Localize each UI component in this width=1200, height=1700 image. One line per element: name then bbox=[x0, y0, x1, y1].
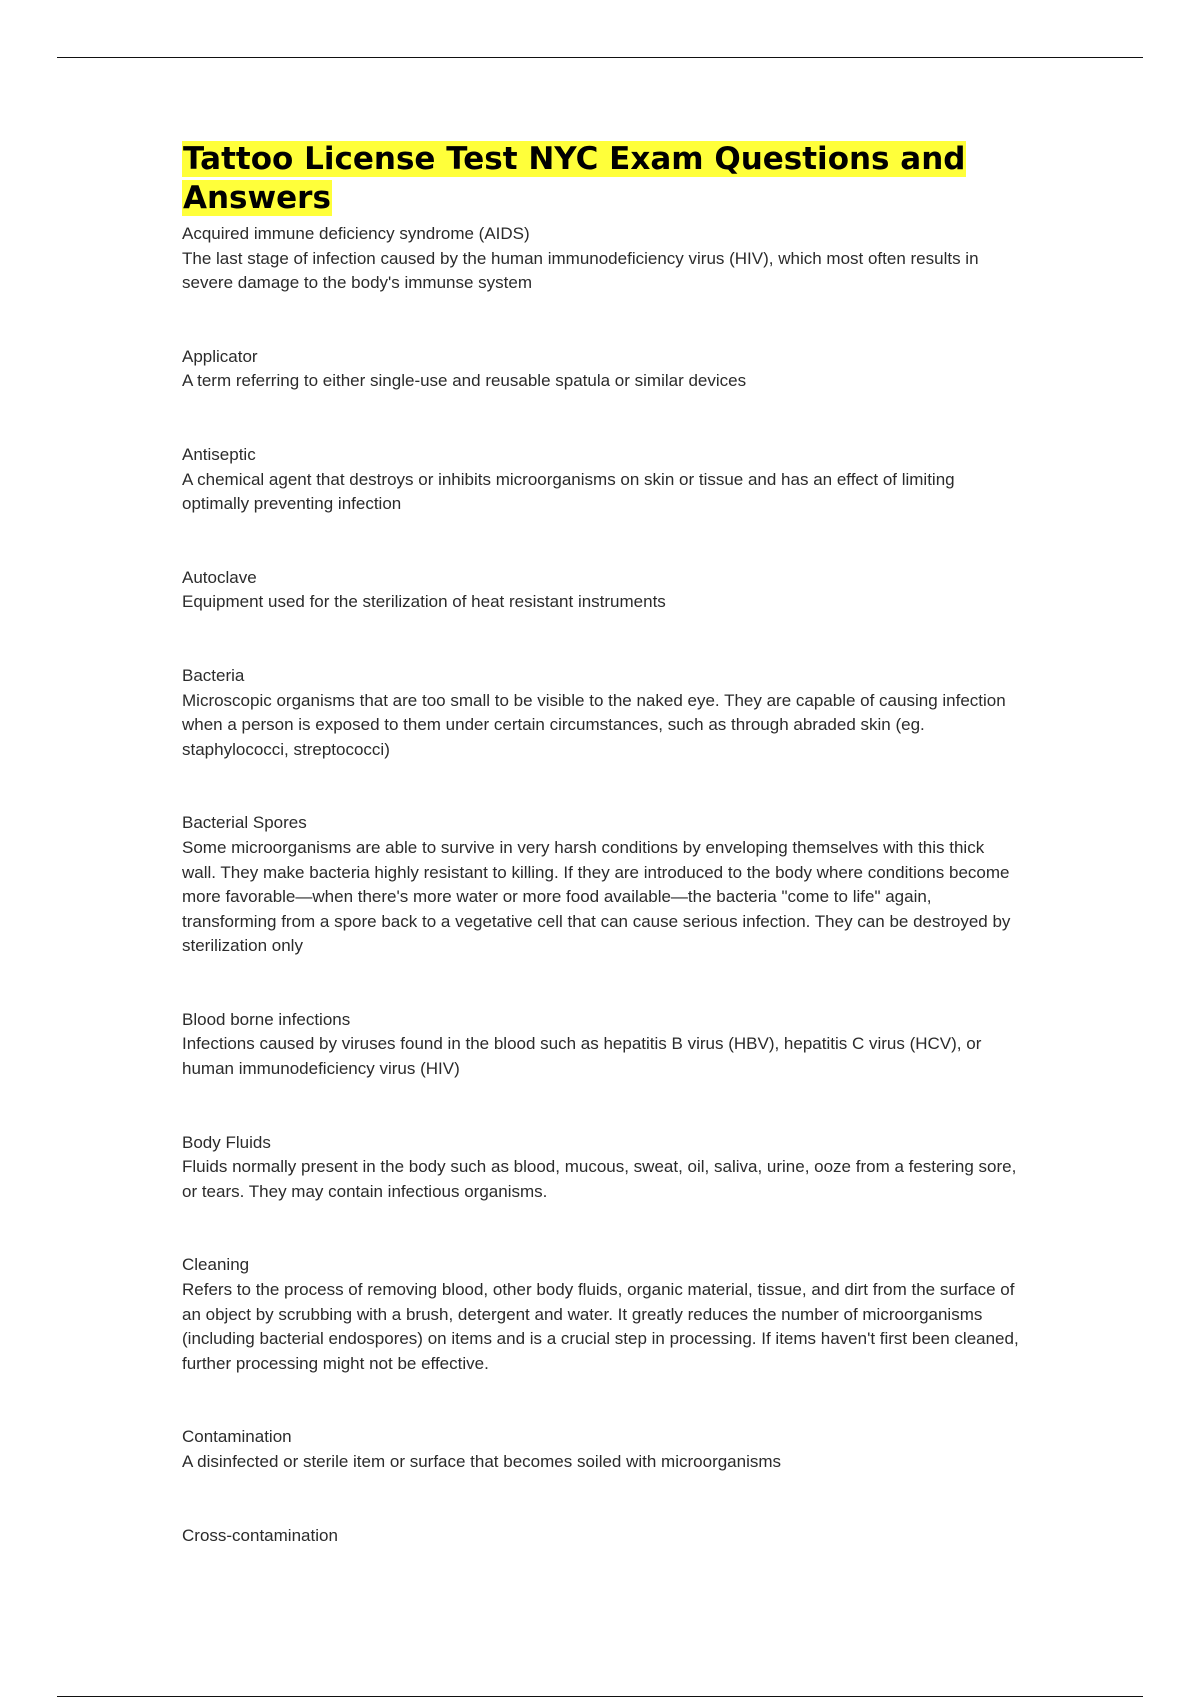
document-body bbox=[182, 140, 1022, 1597]
entry-term: Cross-contamination bbox=[182, 1525, 338, 1545]
header-rule bbox=[57, 57, 1143, 58]
entry-term: Autoclave bbox=[182, 567, 257, 587]
glossary-entry bbox=[182, 1253, 1022, 1376]
entry-definition: A chemical agent that destroys or inhibits microorganisms on skin or tissue and has an effect of limiting optimally preventing infection bbox=[182, 469, 955, 514]
document-title-text: Tattoo License Test NYC Exam Questions and Answers bbox=[183, 141, 966, 216]
footer-rule bbox=[57, 1696, 1143, 1697]
entry-term: Body Fluids bbox=[182, 1132, 271, 1152]
entry-term: Cleaning bbox=[182, 1255, 250, 1275]
entry-term: Blood borne infections bbox=[182, 1009, 351, 1029]
glossary-entry bbox=[182, 566, 1022, 615]
entry-definition: Equipment used for the sterilization of heat resistant instruments bbox=[182, 592, 666, 612]
glossary-entry bbox=[182, 811, 1022, 959]
entry-definition: A disinfected or sterile item or surface that becomes soiled with microorganisms bbox=[182, 1452, 782, 1471]
glossary-entry bbox=[182, 345, 1022, 394]
glossary-entry bbox=[182, 222, 1022, 296]
entry-term: Applicator bbox=[182, 346, 258, 366]
entry-term: Contamination bbox=[182, 1427, 292, 1447]
glossary-entry bbox=[182, 1425, 1022, 1474]
glossary-entry bbox=[182, 664, 1022, 762]
entry-definition: A term referring to either single-use and reusable spatula or similar devices bbox=[182, 371, 747, 391]
entry-term: Bacterial Spores bbox=[182, 813, 307, 833]
entry-definition: Infections caused by viruses found in the blood such as hepatitis B virus (HBV), hepatitis C virus (HCV), or human immunodeficiency virus (HIV) bbox=[182, 1034, 982, 1079]
document-title bbox=[182, 140, 1022, 218]
entry-term: Bacteria bbox=[182, 665, 245, 685]
glossary-entry bbox=[182, 443, 1022, 517]
entry-term: Acquired immune deficiency syndrome (AIDS) bbox=[182, 224, 530, 243]
entry-definition: Microscopic organisms that are too small to be visible to the naked eye. They are capable of causing infection when a person is exposed to them under certain circumstances, such as through abraded skin (eg. staphylococci, streptococci) bbox=[182, 690, 1006, 759]
entry-definition: Fluids normally present in the body such as blood, mucous, sweat, oil, saliva, urine, ooze from a festering sore, or tears. They may contain infectious organisms. bbox=[182, 1157, 1017, 1201]
glossary-entry bbox=[182, 1131, 1022, 1205]
entry-definition: Some microorganisms are able to survive in very harsh conditions by enveloping themselves with this thick wall. They make bacteria highly resistant to killing. If they are introduced to the body where conditions become more favorable—when there's more water or more food available—the bacteria "come to life" again, transforming from a spore back to a vegetative cell that can cause serious infection. They can be destroyed by sterilization only bbox=[182, 837, 1011, 956]
entry-definition: Refers to the process of removing blood, other body fluids, organic material, tissue, and dirt from the surface of an object by scrubbing with a brush, detergent and water. It greatly reduces the number of microorganisms (including bacterial endospores) on items and is a crucial step in processing. If items haven't first been cleaned, further processing might not be effective. bbox=[182, 1280, 1019, 1373]
entry-term: Antiseptic bbox=[182, 444, 256, 464]
glossary-entry bbox=[182, 1008, 1022, 1082]
glossary-entry bbox=[182, 1524, 1022, 1549]
entry-definition: The last stage of infection caused by the human immunodeficiency virus (HIV), which most often results in severe damage to the body's immunse system bbox=[182, 248, 979, 293]
